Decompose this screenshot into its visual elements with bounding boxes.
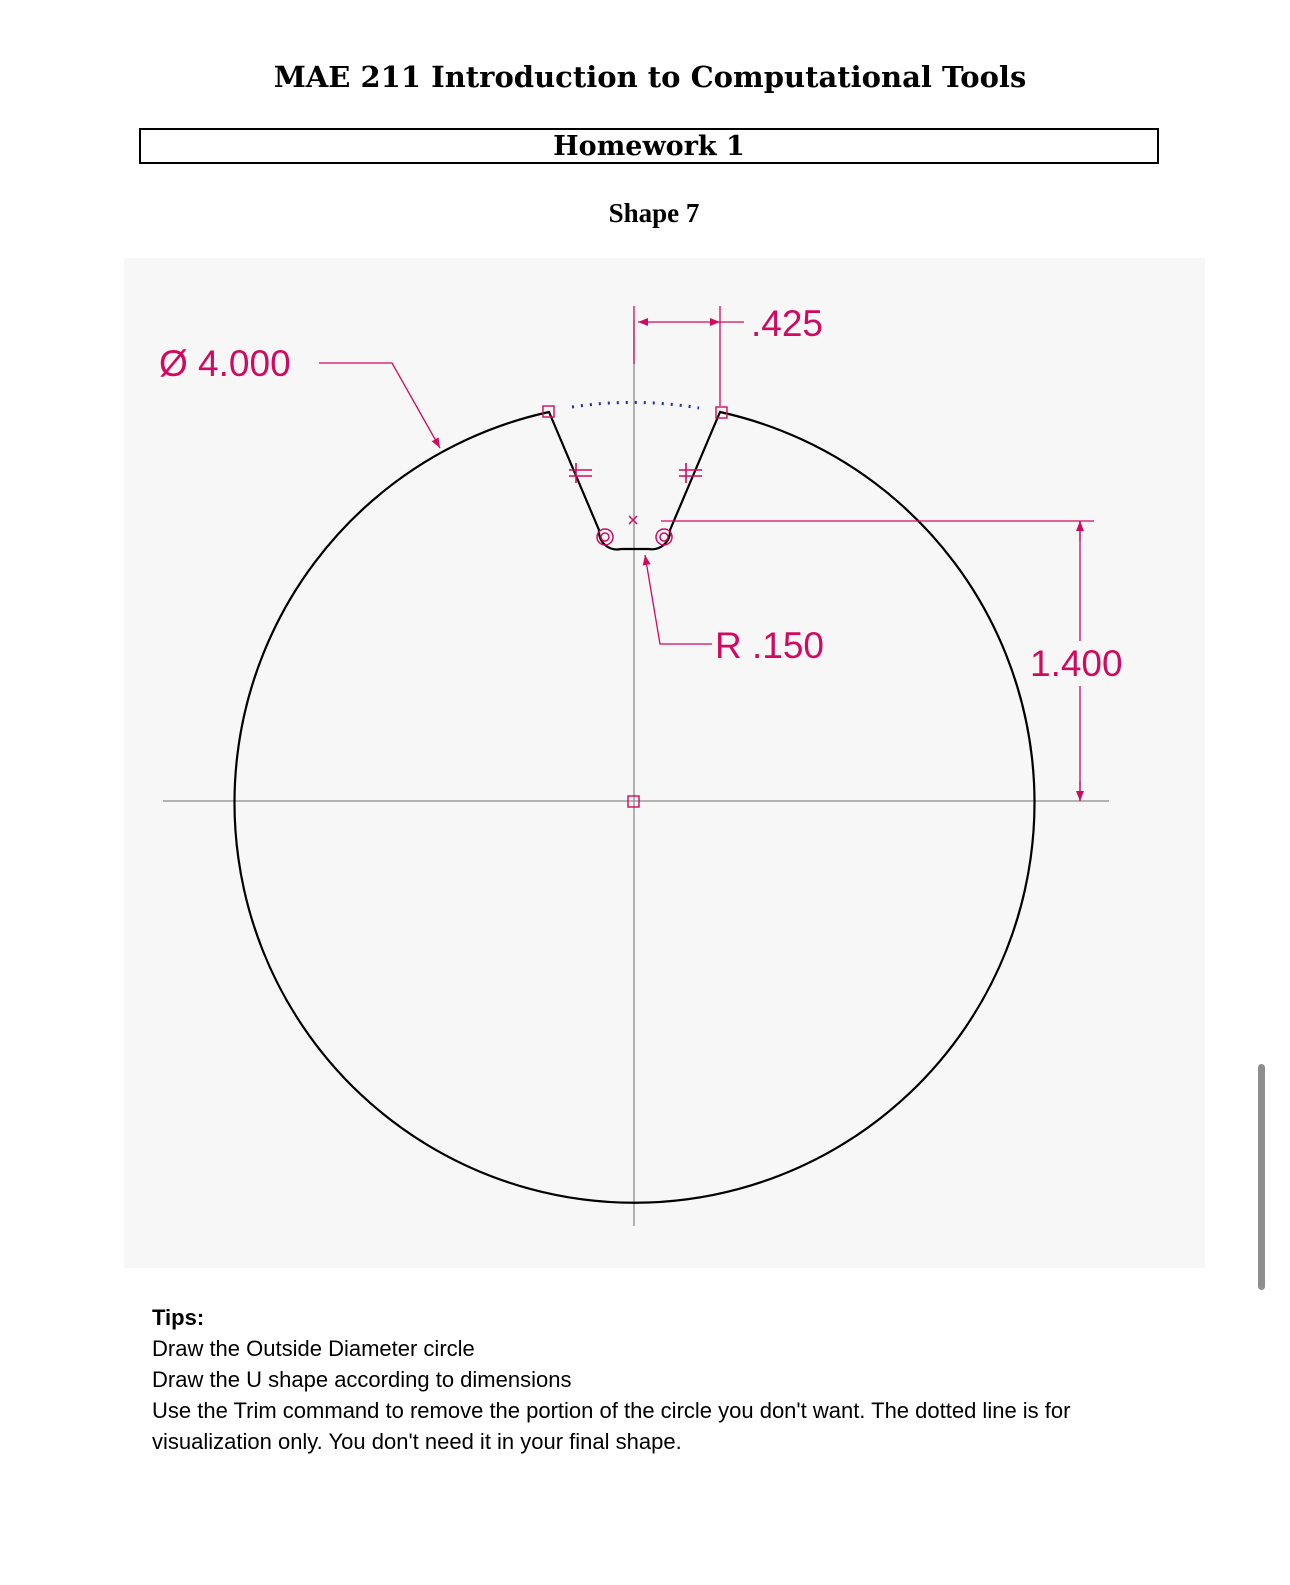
fillet-radius-label: R .150 — [715, 625, 825, 666]
homework-label: Homework 1 — [139, 128, 1159, 164]
dotted-trim-arc — [572, 402, 699, 408]
slot-width-label: .425 — [751, 303, 824, 344]
depth-label: 1.400 — [1030, 643, 1123, 684]
cad-drawing — [124, 258, 1205, 1268]
tip-line: Draw the Outside Diameter circle — [152, 1336, 475, 1361]
tips-section — [152, 1302, 1172, 1457]
course-title: MAE 211 Introduction to Computational Tools — [273, 60, 1027, 94]
arc-center-cross — [629, 516, 637, 524]
tips-heading: Tips: — [152, 1305, 205, 1330]
tip-line: Draw the U shape according to dimensions — [152, 1367, 572, 1392]
drawing-figure — [124, 258, 1205, 1268]
scrollbar-thumb[interactable] — [1258, 1064, 1265, 1290]
fillet-leader — [645, 555, 712, 644]
slot-width-dimension — [634, 306, 744, 406]
diameter-label: Ø 4.000 — [159, 343, 291, 384]
shape-title: Shape 7 — [608, 198, 700, 228]
diameter-leader — [319, 363, 440, 448]
tip-line: Use the Trim command to remove the portion of the circle you don't want. The dotted line is for visualization only. You don't need it in your final shape. — [152, 1398, 1071, 1454]
